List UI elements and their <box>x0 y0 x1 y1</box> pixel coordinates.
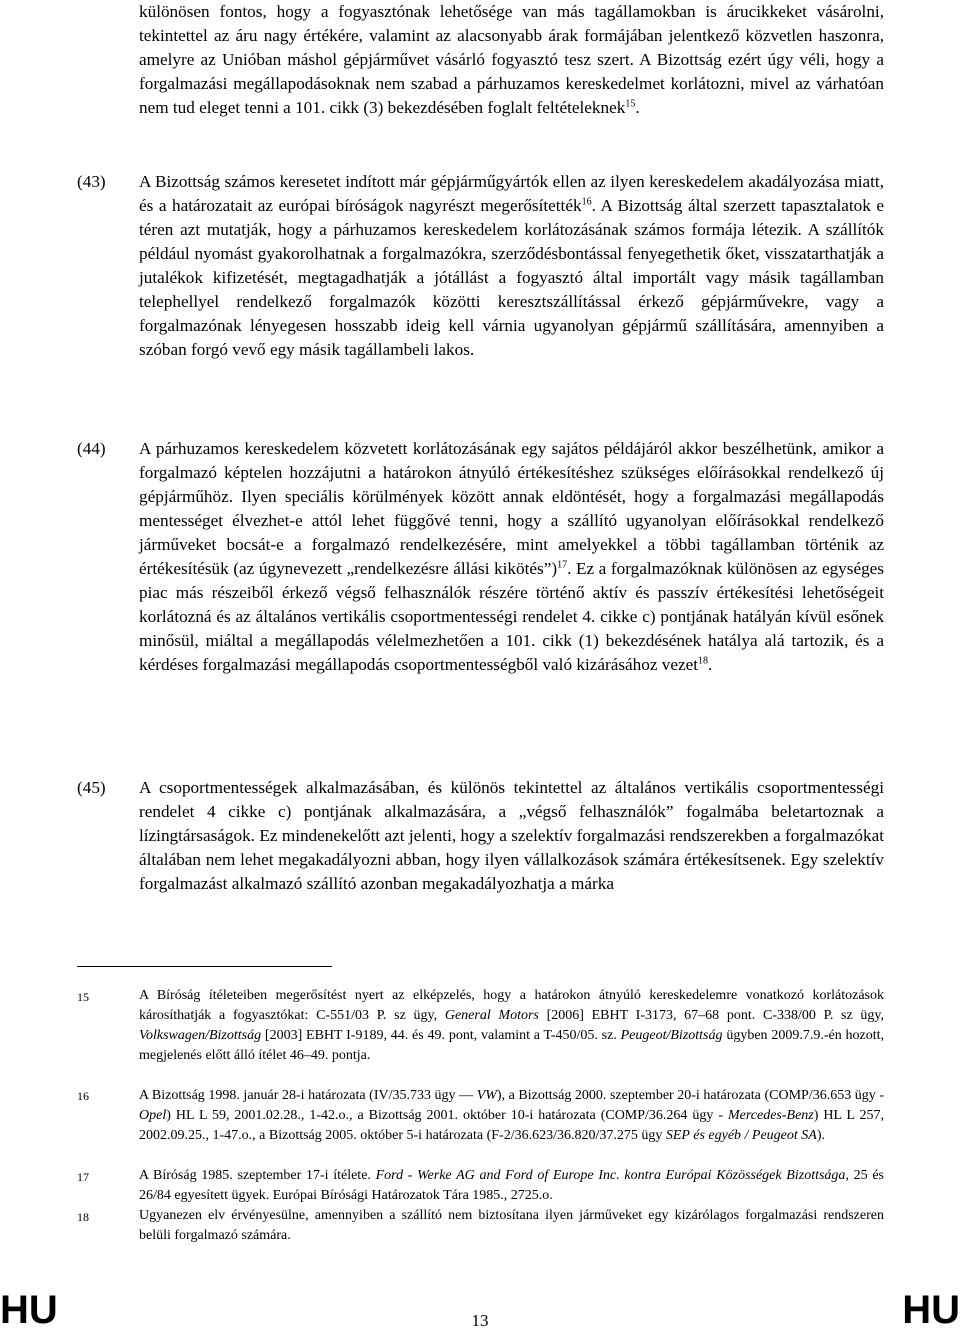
footnote-text: ügyben 2009.7.9.-én hozott, megjelenés előtt álló ítélet 46–49. pontja. <box>139 1028 884 1063</box>
footnote-18: Ugyanezen elv érvényesülne, amennyiben a szállító nem biztosítana ilyen járműveket egy kizárólagos forgalmazási rendszeren belüli forgalmazó számára. <box>139 1208 884 1243</box>
paragraph-45: A csoportmentességek alkalmazásában, és különös tekintettel az általános vertikális csoportmentességi rendelet 4 cikke c) pontjának alkalmazására, a „végső felhasználók” fogalmába beletartoznak a lízingtársaságok. Ez mindenekelőtt azt jelenti, hogy a szelektív forgalmazási rendszerekben a forgalmazókat általában nem lehet megakadályozni abban, hogy ilyen vállalkozások számára értékesítsenek. Egy szelektív forgalmazást alkalmazó szállító azonban megakadályozhatja a márka <box>139 778 884 893</box>
footnote-italic: Volkswagen/Bizottság <box>139 1028 262 1043</box>
footnote-number-16: 16 <box>77 1089 89 1103</box>
footnote-text: ), a Bizottság 2000. szeptember 20-i határozata (COMP/36.653 ügy - <box>496 1088 884 1103</box>
paragraph-43 <box>139 170 884 362</box>
footnote-text: [2003] EBHT I-9189, 44. és 49. pont, valamint a T-450/05. sz. <box>261 1028 621 1043</box>
footnote-italic: VW <box>476 1088 497 1103</box>
paragraph-number-44: (44) <box>77 439 106 458</box>
footnote-italic: SEP és egyéb / Peugeot SA <box>665 1128 817 1143</box>
paragraph-text: A Bizottság számos keresetet indított már gépjárműgyártók ellen az ilyen kereskedelem akadályozása miatt, és a határozatait az európai bíróságok nagyrészt megerősítették <box>139 172 884 215</box>
footnote-number-18: 18 <box>77 1210 89 1224</box>
paragraph-44 <box>139 437 884 677</box>
footnote-16 <box>139 1086 884 1146</box>
footnote-separator <box>77 966 332 967</box>
footnote-italic: Peugeot/Bizottság <box>620 1028 723 1043</box>
footnote-17 <box>139 1166 884 1206</box>
paragraph-continued <box>139 0 884 120</box>
footnote-text: [2006] EBHT I-3173, 67–68 pont. C-338/00 P. sz ügy, <box>538 1008 885 1023</box>
footnote-ref-17[interactable]: 17 <box>557 559 568 571</box>
footnote-text: ). <box>816 1128 826 1143</box>
footnote-italic: Opel <box>139 1108 167 1123</box>
paragraph-text: . Ez a forgalmazóknak különösen az egységes piac más részeiből érkező végső felhasználók részére történő aktív és passzív értékesítési lehetőségeit korlátozná és az általános vertikális csoportmentességi rendelet 4. cikke c) pontjának hatályán kívül esőnek minősül, miáltal a megállapodás vélelmezhetően a 101. cikk (1) bekezdésének hatálya alá tartozik, és a kérdéses forgalmazási megállapodás csoportmentességből való kizárásához vezet <box>139 559 884 674</box>
paragraph-text: A párhuzamos kereskedelem közvetett korlátozásának egy sajátos példájáról akkor beszélhetünk, amikor a forgalmazó képtelen hozzájutni a határokon átnyúló értékesítéshez szükséges előírásokkal rendelkező új gépjárműhöz. Ilyen speciális körülmények között annak eldöntését, hogy a forgalmazási megállapodás mentességet élvezhet-e attól lehet függővé tenni, hogy a szállító ugyanolyan előírásokkal rendelkező járműveket bocsát-e a forgalmazó rendelkezésére, mint amelyekkel a többi tagállamban történik az értékesítésük (az úgynevezett „rendelkezésre állási kikötés”) <box>139 439 884 578</box>
footnote-italic: General Motors <box>444 1008 539 1023</box>
footnote-text: ) HL L 59, 2001.02.28., 1-42.o., a Bizottság 2001. október 10-i határozata (COMP/36.264 ügy - <box>166 1108 728 1123</box>
paragraph-text: különösen fontos, hogy a fogyasztónak lehetősége van más tagállamokban is árucikkeket vásárolni, tekintettel az áru nagy értékére, valamint az alacsonyabb árak formájában jelentkező közvetlen haszonra, amelyre az Unióban máshol gépjárművet vásárló fogyasztó tesz szert. A Bizottság ezért úgy véli, hogy a forgalmazási megállapodásoknak nem szabad a párhuzamos kereskedelmet korlátozni, mivel az várhatóan nem tud eleget tenni a 101. cikk (3) bekezdésében foglalt feltételeknek <box>139 2 884 117</box>
paragraph-text: . A Bizottság által szerzett tapasztalatok e téren azt mutatják, hogy a párhuzamos kereskedelem korlátozásának számos formája létezik. A szállítók például nyomást gyakorolhatnak a forgalmazókra, szerződésbontással fenyegethetik őket, visszatarthatják a jutalékok kifizetését, megtagadhatják a jótállást a fogyasztó által importált vagy másik tagállamban telephellyel rendelkező forgalmazók közötti keresztszállítással érkező gépjárművekre, vagy a forgalmazónak lényegesen hosszabb ideig kell várnia ugyanolyan gépjármű szállítására, amennyiben a szóban forgó vevő egy másik tagállambeli lakos. <box>139 196 884 359</box>
paragraph-number-45: (45) <box>77 778 106 797</box>
footnote-number-17: 17 <box>77 1170 89 1184</box>
footnote-text: A Bíróság 1985. szeptember 17-i ítélete. <box>139 1168 376 1183</box>
footnote-ref-15[interactable]: 15 <box>625 98 636 110</box>
paragraph-text: . <box>708 655 713 674</box>
language-code-right: HU <box>902 1288 960 1332</box>
footnote-text: A Bíróság ítéleteiben megerősítést nyert az elképzelés, hogy a határokon átnyúló kereskedelemre vonatkozó korlátozások károsíthatják a fogyasztókat: C-551/03 P. sz ügy, <box>139 988 884 1023</box>
footnote-15 <box>139 986 884 1066</box>
language-code-left: HU <box>0 1288 58 1332</box>
footnote-number-15: 15 <box>77 990 89 1004</box>
footnote-text: ) HL L 257, 2002.09.25., 1-47.o., a Bizottság 2005. október 5-i határozata (F-2/36.623/36.820/37.275 ügy <box>139 1108 884 1143</box>
footnote-italic: Ford - Werke AG and Ford of Europe Inc. kontra Európai Közösségek Bizottsága <box>375 1168 846 1183</box>
paragraph-number-43: (43) <box>77 172 106 191</box>
paragraph-text: . <box>635 98 640 117</box>
footnote-italic: Mercedes-Benz <box>727 1108 814 1123</box>
footnote-ref-16[interactable]: 16 <box>581 196 592 208</box>
footnote-text: A Bizottság 1998. január 28-i határozata (IV/35.733 ügy — <box>139 1088 477 1103</box>
footnote-text: , 25 és 26/84 egyesített ügyek. Európai Bírósági Határozatok Tára 1985., 2725.o. <box>139 1168 885 1203</box>
footnote-ref-18[interactable]: 18 <box>698 655 709 667</box>
page-number: 13 <box>471 1311 489 1330</box>
